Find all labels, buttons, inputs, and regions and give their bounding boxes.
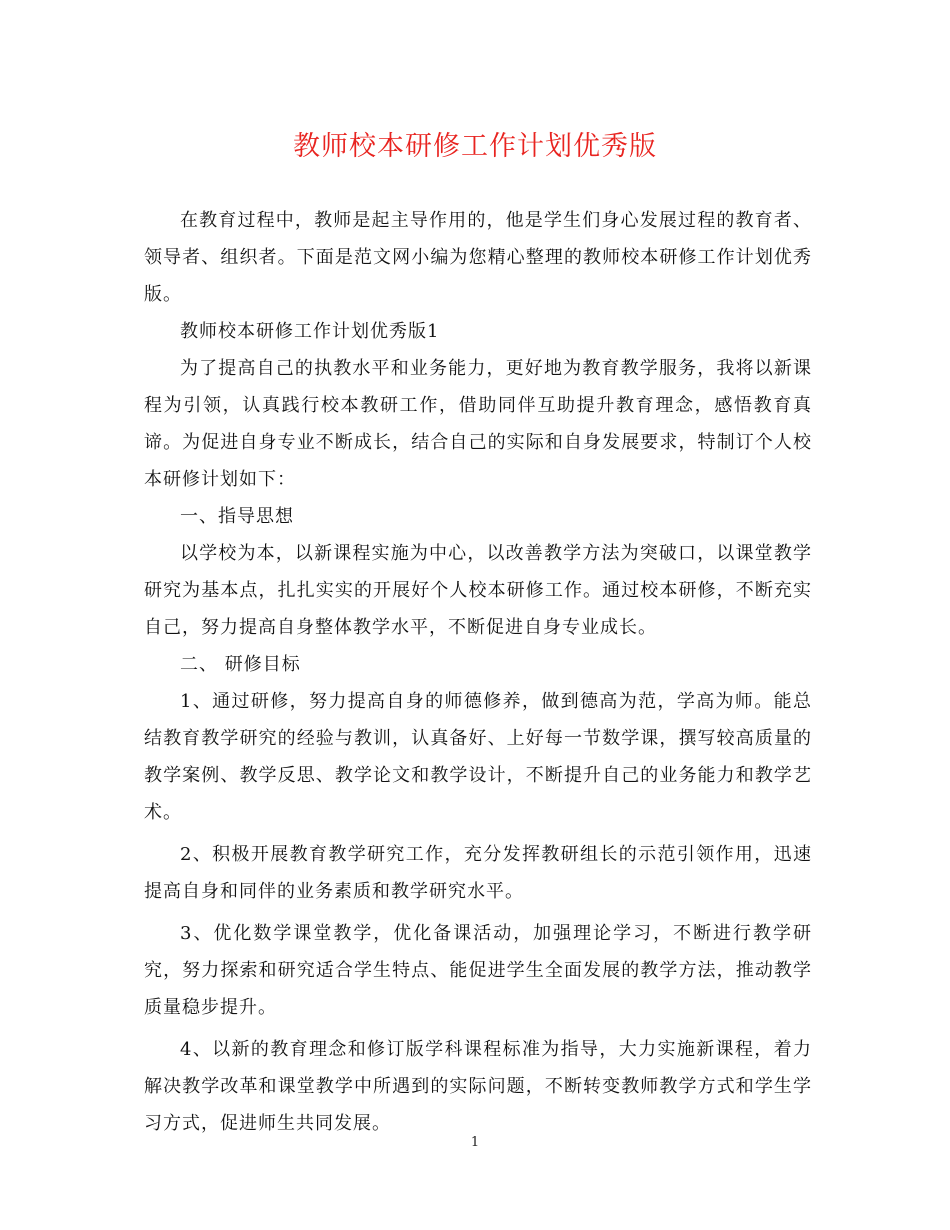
list-item: 4、以新的教育理念和修订版学科课程标准为指导，大力实施新课程，着力解决教学改革和课堂教学中所遇到的实际问题，不断转变教师教学方式和学生学习方式，促进师生共同发展。 [144, 1039, 812, 1134]
list-item: 2、积极开展教育教学研究工作，充分发挥教研组长的示范引领作用，迅速提高自身和同伴的业务素质和教学研究水平。 [144, 844, 812, 902]
section-heading: 二、 研修目标 [180, 654, 301, 675]
document-body [144, 202, 812, 1142]
body-paragraph: 为了提高自己的执教水平和业务能力，更好地为教育教学服务，我将以新课程为引领，认真践行校本教研工作，借助同伴互助提升教育理念，感悟教育真谛。为促进自身专业不断成长，结合自己的实际和自身发展要求，特制订个人校本研修计划如下： [144, 358, 812, 490]
intro-paragraph: 在教育过程中，教师是起主导作用的，他是学生们身心发展过程的教育者、领导者、组织者。下面是范文网小编为您精心整理的教师校本研修工作计划优秀版。 [144, 210, 812, 305]
page-title: 教师校本研修工作计划优秀版 [293, 131, 657, 162]
body-paragraph: 以学校为本，以新课程实施为中心，以改善教学方法为突破口，以课堂教学研究为基本点，扎扎实实的开展好个人校本研修工作。通过校本研修，不断充实自己，努力提高自身整体教学水平，不断促进自身专业成长。 [144, 543, 812, 638]
page-number: 1 [470, 1135, 480, 1150]
section-heading: 教师校本研修工作计划优秀版1 [180, 321, 440, 342]
section-heading: 一、指导思想 [180, 506, 294, 527]
list-item: 1、通过研修，努力提高自身的师德修养，做到德高为范，学高为师。能总结教育教学研究的经验与教训，认真备好、上好每一节数学课，撰写较高质量的教学案例、教学反思、教学论文和教学设计，不断提升自己的业务能力和教学艺术。 [144, 691, 812, 823]
list-item: 3、优化数学课堂教学，优化备课活动，加强理论学习，不断进行教学研究，努力探索和研究适合学生特点、能促进学生全面发展的教学方法，推动教学质量稳步提升。 [144, 923, 812, 1018]
